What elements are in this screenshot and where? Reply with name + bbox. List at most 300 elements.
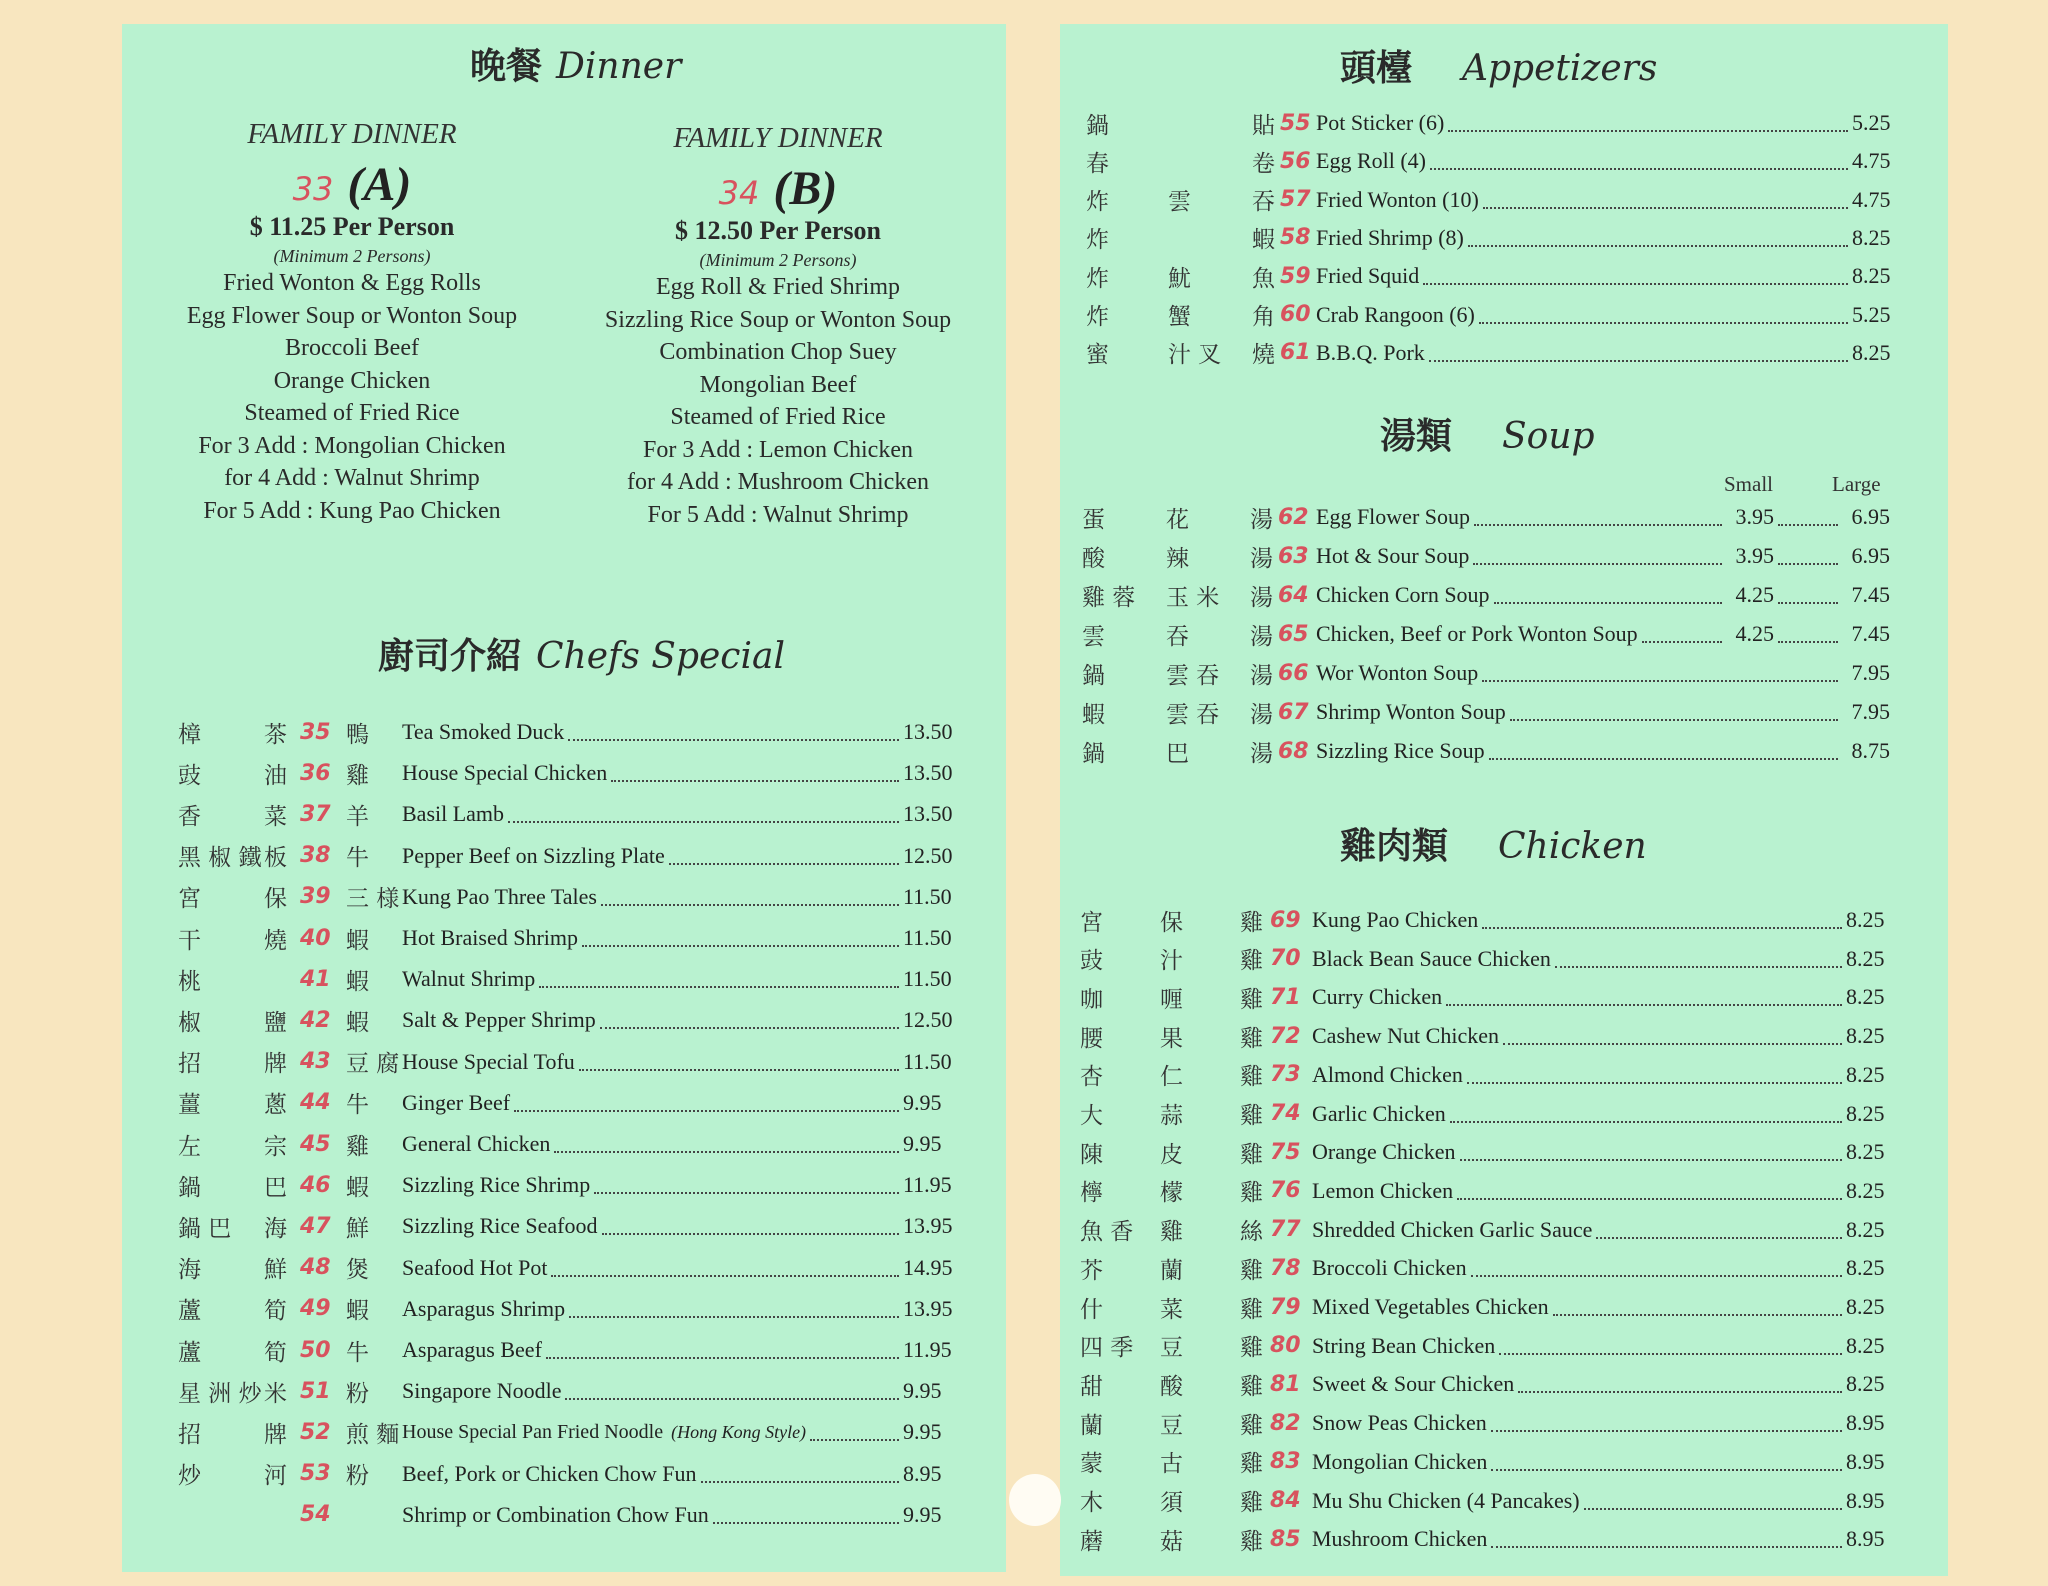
chinese-name-part: 雞 <box>1240 1025 1263 1052</box>
item-name: Sizzling Rice Shrimp <box>402 1172 591 1198</box>
chinese-name-part: 招 <box>178 1051 201 1078</box>
item-name: Tea Smoked Duck <box>402 719 565 744</box>
family-dinner-code: 34 <box>718 174 760 212</box>
family-dinner-item: Broccoli Beef <box>285 335 419 361</box>
item-price: 8.25 <box>1846 907 1885 932</box>
dot-leader <box>1778 602 1838 604</box>
item-price: 13.50 <box>903 760 953 786</box>
chinese-name-part: 燒 <box>1252 342 1275 369</box>
item-price: 9.95 <box>903 1089 942 1115</box>
chinese-name-part: 蘭 <box>1080 1412 1103 1439</box>
chinese-name-part: 雞 <box>1240 1451 1263 1478</box>
chinese-name-part: 牛 <box>346 1339 369 1366</box>
chinese-name-part: 湯 <box>1250 623 1273 650</box>
appetizers-title <box>1340 40 1657 91</box>
chinese-name-part: 春 <box>1086 150 1109 177</box>
family-dinner-item: Mongolian Beef <box>699 371 857 398</box>
item-name: House Special Tofu <box>402 1048 575 1074</box>
chinese-name-part: 酸 <box>1082 545 1105 572</box>
item-number: 54 <box>300 1502 331 1528</box>
item-number: 82 <box>1270 1410 1301 1436</box>
item-name: Pepper Beef on Sizzling Plate <box>402 842 665 868</box>
item-price: 11.50 <box>903 1048 952 1074</box>
item-name: Singapore Noodle <box>402 1378 562 1404</box>
family-dinner-minimum: (Minimum 2 Persons) <box>699 250 857 270</box>
item-number: 73 <box>1270 1062 1301 1088</box>
price-large: 7.45 <box>1851 621 1890 646</box>
dot-leader <box>611 780 899 782</box>
dot-leader <box>1491 1469 1842 1471</box>
dot-leader <box>1423 283 1848 285</box>
chinese-name-part: 豉 <box>1080 948 1103 975</box>
item-name: Egg Roll (4) <box>1316 148 1426 174</box>
chinese-name-part: 湯 <box>1250 740 1273 767</box>
item-number: 68 <box>1278 738 1309 764</box>
chinese-name-part: 汁 <box>1168 342 1191 369</box>
item-price: 11.95 <box>903 1172 952 1198</box>
dot-leader <box>1510 719 1838 721</box>
chinese-name-part: 炒 <box>178 1463 201 1490</box>
item-name: Hot & Sour Soup <box>1316 543 1470 568</box>
chinese-name-part: 蟹 <box>1168 304 1191 330</box>
item-name: Mongolian Chicken <box>1312 1448 1488 1474</box>
item-name: Basil Lamb <box>402 801 505 827</box>
chicken-title <box>1340 818 1647 869</box>
chinese-name-part: 絲 <box>1240 1219 1263 1246</box>
item-price: 8.25 <box>1846 1332 1885 1358</box>
chinese-name-part: 魷 <box>1168 265 1191 292</box>
chinese-name-part: 雞 <box>1240 986 1263 1013</box>
chinese-name-part: 雞 <box>1240 948 1263 975</box>
item-number: 69 <box>1270 907 1301 933</box>
chinese-name-part: 豆 <box>1160 1335 1183 1362</box>
chinese-name-part: 蘆 <box>178 1298 201 1325</box>
chinese-name-part: 甜 <box>1080 1373 1103 1400</box>
item-price: 8.95 <box>1846 1526 1885 1552</box>
chinese-name-part: 炸 <box>1086 265 1109 292</box>
item-name: Shrimp or Combination Chow Fun <box>402 1501 709 1527</box>
menu-item-row <box>0 901 1950 939</box>
item-price: 8.25 <box>1846 1061 1885 1087</box>
menu-item-row <box>0 1172 1950 1210</box>
chinese-name-part: 菇 <box>1160 1528 1183 1555</box>
chinese-name-part: 杏 <box>1080 1064 1103 1091</box>
item-name-extra: (Hong Kong Style) <box>671 1421 807 1442</box>
menu-item-row <box>0 1095 1950 1133</box>
family-dinner-item: For 3 Add : Mongolian Chicken <box>198 432 506 459</box>
dot-leader <box>1518 1391 1842 1393</box>
dot-leader <box>1467 1082 1842 1084</box>
item-price: 8.95 <box>903 1460 942 1486</box>
chinese-name-part: 板 <box>264 845 287 872</box>
chinese-name-part: 蘭 <box>1160 1257 1183 1284</box>
chicken-title-en: Chicken <box>1498 826 1647 867</box>
item-name: String Bean Chicken <box>1312 1332 1496 1358</box>
dinner-title-zh: 晚餐 <box>470 46 543 87</box>
chinese-name-part: 雞 <box>1240 1373 1263 1400</box>
menu-item-row <box>0 181 1950 219</box>
chinese-name-part: 貼 <box>1252 112 1275 139</box>
chinese-name-part: 檬 <box>1160 1180 1183 1207</box>
chinese-name-part: 叉 <box>1198 342 1221 369</box>
item-price: 8.95 <box>1846 1487 1885 1513</box>
dot-leader <box>1473 563 1722 565</box>
item-name: Fried Squid <box>1316 263 1420 289</box>
item-price: 8.25 <box>1846 1177 1885 1203</box>
chinese-name-part: 宮 <box>178 886 201 913</box>
dot-leader <box>1491 1546 1842 1548</box>
chinese-name-part: 雞 <box>346 762 369 789</box>
item-number: 48 <box>300 1255 331 1281</box>
dot-leader <box>1499 1353 1842 1355</box>
chinese-name-part: 蒙 <box>1080 1451 1103 1478</box>
item-name: Seafood Hot Pot <box>402 1254 548 1280</box>
family-dinner-item: Fried Wonton & Egg Rolls <box>223 270 481 296</box>
dot-leader <box>1457 1198 1842 1200</box>
chinese-name-part: 燒 <box>264 927 287 954</box>
item-number: 66 <box>1278 660 1309 686</box>
dot-leader <box>1491 1430 1842 1432</box>
chinese-name-part: 黑 椒 鐵 <box>178 845 262 872</box>
dot-leader <box>1482 927 1842 929</box>
chinese-name-part: 玉 米 <box>1166 584 1220 611</box>
item-number: 80 <box>1270 1333 1301 1359</box>
item-number: 45 <box>300 1131 331 1157</box>
menu-item-row <box>0 257 1950 295</box>
family-dinner-heading: FAMILY DINNER <box>247 118 457 150</box>
chinese-name-part: 湯 <box>1250 662 1273 689</box>
item-name: Hot Braised Shrimp <box>402 925 578 950</box>
item-price: 8.95 <box>1846 1410 1885 1436</box>
chinese-name-part: 蜜 <box>1086 342 1109 369</box>
chinese-name-part: 蘑 <box>1080 1528 1103 1555</box>
dot-leader <box>1450 1121 1842 1123</box>
item-number: 40 <box>300 925 331 951</box>
item-number: 52 <box>300 1419 331 1445</box>
chinese-name-part: 油 <box>264 762 287 789</box>
item-price: 9.95 <box>903 1131 942 1156</box>
chicken-title-zh: 雞肉類 <box>1340 826 1449 867</box>
family-dinner-letter: (A) <box>347 158 412 211</box>
item-number: 77 <box>1270 1217 1301 1243</box>
item-name: Almond Chicken <box>1312 1061 1463 1087</box>
item-name: Walnut Shrimp <box>402 966 536 992</box>
chinese-name-part: 角 <box>1252 304 1275 330</box>
dot-leader <box>1584 1508 1842 1510</box>
menu-item-row <box>0 1443 1950 1481</box>
chinese-name-part: 牛 <box>346 845 369 872</box>
item-number: 55 <box>1280 110 1311 136</box>
item-name: Beef, Pork or Chicken Chow Fun <box>402 1460 697 1486</box>
chinese-name-part: 筍 <box>264 1298 287 1325</box>
item-number: 41 <box>300 966 331 992</box>
item-name: Fried Wonton (10) <box>1316 186 1479 212</box>
chinese-name-part: 雞 <box>1240 1064 1263 1091</box>
menu-item-row <box>0 498 1950 536</box>
item-price: 11.50 <box>903 925 952 950</box>
item-name: Snow Peas Chicken <box>1312 1410 1487 1436</box>
item-number: 43 <box>300 1049 331 1075</box>
chinese-name-part: 須 <box>1160 1490 1183 1516</box>
item-price: 12.50 <box>903 842 953 868</box>
chinese-name-part: 湯 <box>1250 701 1273 728</box>
menu-item-row <box>0 1211 1950 1249</box>
item-name: Orange Chicken <box>1312 1139 1456 1165</box>
menu-item-row <box>0 1133 1950 1171</box>
menu-item-row <box>0 795 1000 833</box>
chinese-name-part: 蝦 <box>346 1009 369 1036</box>
family-dinner-item: Sizzling Rice Soup or Wonton Soup <box>604 306 952 333</box>
chinese-name-part: 咖 <box>1080 986 1103 1013</box>
item-name: B.B.Q. Pork <box>1316 339 1425 365</box>
family-dinner-item: For 3 Add : Lemon Chicken <box>643 436 913 463</box>
family-dinner-minimum: (Minimum 2 Persons) <box>273 246 431 266</box>
price-large: 6.95 <box>1851 543 1890 568</box>
price-large: 6.95 <box>1851 504 1890 529</box>
item-name: House Special Chicken <box>402 760 608 786</box>
menu-item-row <box>0 334 1950 372</box>
price-small: 3.95 <box>1735 504 1774 529</box>
item-number: 56 <box>1280 148 1311 174</box>
item-name: Kung Pao Three Tales <box>402 883 597 909</box>
chinese-name-part: 鮮 <box>346 1215 369 1242</box>
dot-leader <box>1494 602 1722 604</box>
chinese-name-part: 雞 <box>1240 1490 1263 1516</box>
chinese-name-part: 大 <box>1080 1103 1103 1129</box>
item-name: Garlic Chicken <box>1312 1100 1446 1126</box>
item-name: Wor Wonton Soup <box>1316 660 1479 685</box>
item-number: 37 <box>300 801 331 827</box>
dot-leader <box>1479 322 1848 324</box>
chinese-name-part: 蒜 <box>1160 1103 1183 1129</box>
item-price: 8.25 <box>1852 263 1891 289</box>
item-price: 9.95 <box>903 1419 942 1445</box>
dot-leader <box>1778 641 1838 643</box>
chinese-name-part: 果 <box>1160 1025 1183 1052</box>
family-dinner-item: Orange Chicken <box>273 367 431 394</box>
item-number: 65 <box>1278 621 1309 647</box>
item-number: 70 <box>1270 946 1301 972</box>
dot-leader <box>1553 1314 1842 1316</box>
chinese-name-part: 鮮 <box>264 1257 287 1284</box>
chinese-name-part: 皮 <box>1160 1141 1183 1168</box>
item-price: 8.25 <box>1852 224 1891 250</box>
chinese-name-part: 河 <box>264 1463 287 1490</box>
chinese-name-part: 喱 <box>1160 986 1183 1013</box>
chinese-name-part: 蝦 <box>346 1298 369 1325</box>
chinese-name-part: 三 様 <box>346 886 400 913</box>
menu-item-row <box>0 1404 1950 1442</box>
chinese-name-part: 炸 <box>1086 304 1109 330</box>
item-number: 57 <box>1280 187 1311 213</box>
chinese-name-part: 仁 <box>1160 1064 1183 1091</box>
item-number: 61 <box>1280 340 1311 366</box>
chinese-name-part: 鍋 <box>178 1174 201 1201</box>
item-number: 58 <box>1280 225 1311 251</box>
dinner-title <box>470 38 681 89</box>
dot-leader <box>1596 1237 1842 1239</box>
price-large: 7.95 <box>1851 660 1890 685</box>
item-name: Curry Chicken <box>1312 984 1443 1010</box>
item-number: 60 <box>1280 302 1311 327</box>
chinese-name-part: 雲 <box>1168 189 1191 216</box>
chinese-name-part: 樟 <box>178 721 201 748</box>
chinese-name-part: 保 <box>264 886 287 913</box>
chinese-name-part: 腰 <box>1080 1025 1103 1052</box>
dot-leader <box>1429 360 1848 362</box>
item-name: Sweet & Sour Chicken <box>1312 1371 1515 1397</box>
item-number: 75 <box>1270 1139 1301 1165</box>
item-number: 85 <box>1270 1526 1301 1552</box>
item-number: 42 <box>300 1007 331 1033</box>
menu-item-row <box>0 732 1950 770</box>
item-number: 59 <box>1280 263 1311 289</box>
family-dinner-code: 33 <box>292 170 334 208</box>
chinese-name-part: 雲 吞 <box>1166 662 1220 689</box>
chinese-name-part: 筍 <box>264 1339 287 1366</box>
chinese-name-part: 雞 <box>1240 1296 1263 1323</box>
chinese-name-part: 湯 <box>1250 545 1273 572</box>
soup-small-header: Small <box>1724 472 1774 496</box>
chinese-name-part: 古 <box>1160 1451 1183 1478</box>
item-price: 5.25 <box>1852 301 1891 327</box>
item-name: Sizzling Rice Seafood <box>402 1213 598 1239</box>
item-name: Shredded Chicken Garlic Sauce <box>1312 1216 1593 1242</box>
chinese-name-part: 蛋 <box>1082 506 1105 533</box>
menu-item-row <box>0 1327 1950 1365</box>
item-price: 4.75 <box>1852 148 1891 174</box>
item-price: 8.25 <box>1846 1294 1885 1319</box>
chinese-name-part: 檸 <box>1080 1180 1103 1207</box>
item-price: 13.50 <box>903 801 953 827</box>
item-name: Pot Sticker (6) <box>1316 110 1445 135</box>
menu-item-row <box>0 693 1950 731</box>
chinese-name-part: 雞 <box>1240 1141 1263 1168</box>
dot-leader <box>1460 1159 1842 1161</box>
menu-item-row <box>0 537 1950 575</box>
price-large: 7.95 <box>1851 699 1890 724</box>
family-dinner-item: For 5 Add : Walnut Shrimp <box>647 501 909 528</box>
item-price: 9.95 <box>903 1378 942 1404</box>
chinese-name-part: 雞 <box>1240 909 1263 936</box>
chinese-name-part: 豆 <box>1160 1412 1183 1439</box>
dinner-title-en: Dinner <box>556 46 682 87</box>
item-number: 39 <box>300 884 331 910</box>
item-number: 47 <box>300 1213 331 1239</box>
item-name: Shrimp Wonton Soup <box>1316 699 1506 724</box>
item-name: Chicken Corn Soup <box>1316 582 1490 607</box>
item-number: 44 <box>300 1090 331 1116</box>
chinese-name-part: 陳 <box>1080 1141 1103 1168</box>
menu-item-row <box>0 142 1950 180</box>
item-price: 8.25 <box>1846 1023 1885 1049</box>
item-name: Lemon Chicken <box>1312 1177 1454 1203</box>
item-name: Salt & Pepper Shrimp <box>402 1007 596 1033</box>
menu-item-row <box>0 1288 1950 1326</box>
menu-item-row <box>0 978 1950 1016</box>
item-name: Crab Rangoon (6) <box>1316 301 1475 327</box>
item-name: Broccoli Chicken <box>1312 1255 1467 1281</box>
price-small: 4.25 <box>1735 582 1774 607</box>
item-name: Mushroom Chicken <box>1312 1526 1488 1552</box>
chinese-name-part: 粉 <box>346 1463 369 1490</box>
menu-item-row <box>0 837 1000 875</box>
item-number: 62 <box>1278 504 1309 530</box>
family-dinner-letter: (B) <box>773 162 838 215</box>
chinese-name-part: 星 洲 炒 <box>178 1380 262 1407</box>
item-price: 8.25 <box>1846 945 1885 971</box>
item-number: 46 <box>300 1172 331 1198</box>
item-price: 14.95 <box>903 1254 953 1280</box>
price-large: 8.75 <box>1851 738 1890 763</box>
item-price: 13.95 <box>903 1213 953 1239</box>
chinese-name-part: 鍋 <box>1086 112 1109 139</box>
chinese-name-part: 海 <box>178 1257 201 1284</box>
family-dinner-price: $ 12.50 Per Person <box>674 216 882 245</box>
chinese-name-part: 左 <box>178 1133 201 1160</box>
chinese-name-part: 湯 <box>1250 584 1273 611</box>
chinese-name-part: 鍋 <box>1082 662 1105 689</box>
item-name: Asparagus Shrimp <box>402 1295 566 1321</box>
item-name: Kung Pao Chicken <box>1312 907 1479 932</box>
family-dinner-item: For 5 Add : Kung Pao Chicken <box>203 497 501 524</box>
dot-leader <box>669 863 899 865</box>
chefs-title-zh: 廚司介紹 <box>378 636 523 677</box>
chinese-name-part: 蝦 <box>1082 701 1105 728</box>
chinese-name-part: 蝦 <box>1252 227 1275 254</box>
item-number: 53 <box>300 1461 331 1487</box>
family-dinner-price: $ 11.25 Per Person <box>249 212 455 241</box>
item-number: 35 <box>300 719 331 745</box>
chinese-name-part: 木 <box>1080 1490 1103 1516</box>
item-price: 5.25 <box>1852 110 1891 135</box>
dot-leader <box>1778 524 1838 526</box>
item-number: 64 <box>1278 582 1309 608</box>
chinese-name-part: 蝦 <box>346 968 369 995</box>
chinese-name-part: 煲 <box>346 1257 369 1284</box>
dot-leader <box>1430 168 1848 170</box>
menu-item-row <box>0 615 1950 653</box>
family-dinner-item: Steamed of Fried Rice <box>244 400 460 426</box>
item-price: 12.50 <box>903 1007 953 1033</box>
chinese-name-part: 雞 <box>1160 1219 1183 1246</box>
chinese-name-part: 雞 <box>1240 1103 1263 1129</box>
item-name: Ginger Beef <box>402 1089 511 1115</box>
chinese-name-part: 蔥 <box>264 1092 287 1119</box>
dot-leader <box>1446 1004 1842 1006</box>
chinese-name-part: 魚 香 <box>1080 1219 1134 1246</box>
item-name: Mu Shu Chicken (4 Pancakes) <box>1312 1487 1580 1513</box>
chinese-name-part: 雞 <box>1240 1528 1263 1555</box>
chinese-name-part: 鹽 <box>264 1009 287 1036</box>
chefs-title-en: Chefs Special <box>536 636 785 677</box>
appetizers-title-zh: 頭檯 <box>1340 48 1413 89</box>
menu-item-row <box>0 219 1950 257</box>
family-dinner-item: Combination Chop Suey <box>659 339 897 365</box>
chinese-name-part: 香 <box>178 803 201 830</box>
item-price: 13.50 <box>903 719 953 744</box>
chinese-name-part: 宗 <box>264 1133 287 1160</box>
item-number: 72 <box>1270 1023 1301 1049</box>
menu-item-row <box>0 104 1950 142</box>
chinese-name-part: 鍋 巴 <box>178 1215 232 1242</box>
chinese-name-part: 牌 <box>264 1051 287 1078</box>
family-dinner-heading: FAMILY DINNER <box>673 122 883 154</box>
chinese-name-part: 煎 麵 <box>346 1421 400 1448</box>
item-name: Chicken, Beef or Pork Wonton Soup <box>1316 621 1638 646</box>
chinese-name-part: 羊 <box>346 803 369 830</box>
chinese-name-part: 雞 <box>1240 1412 1263 1439</box>
